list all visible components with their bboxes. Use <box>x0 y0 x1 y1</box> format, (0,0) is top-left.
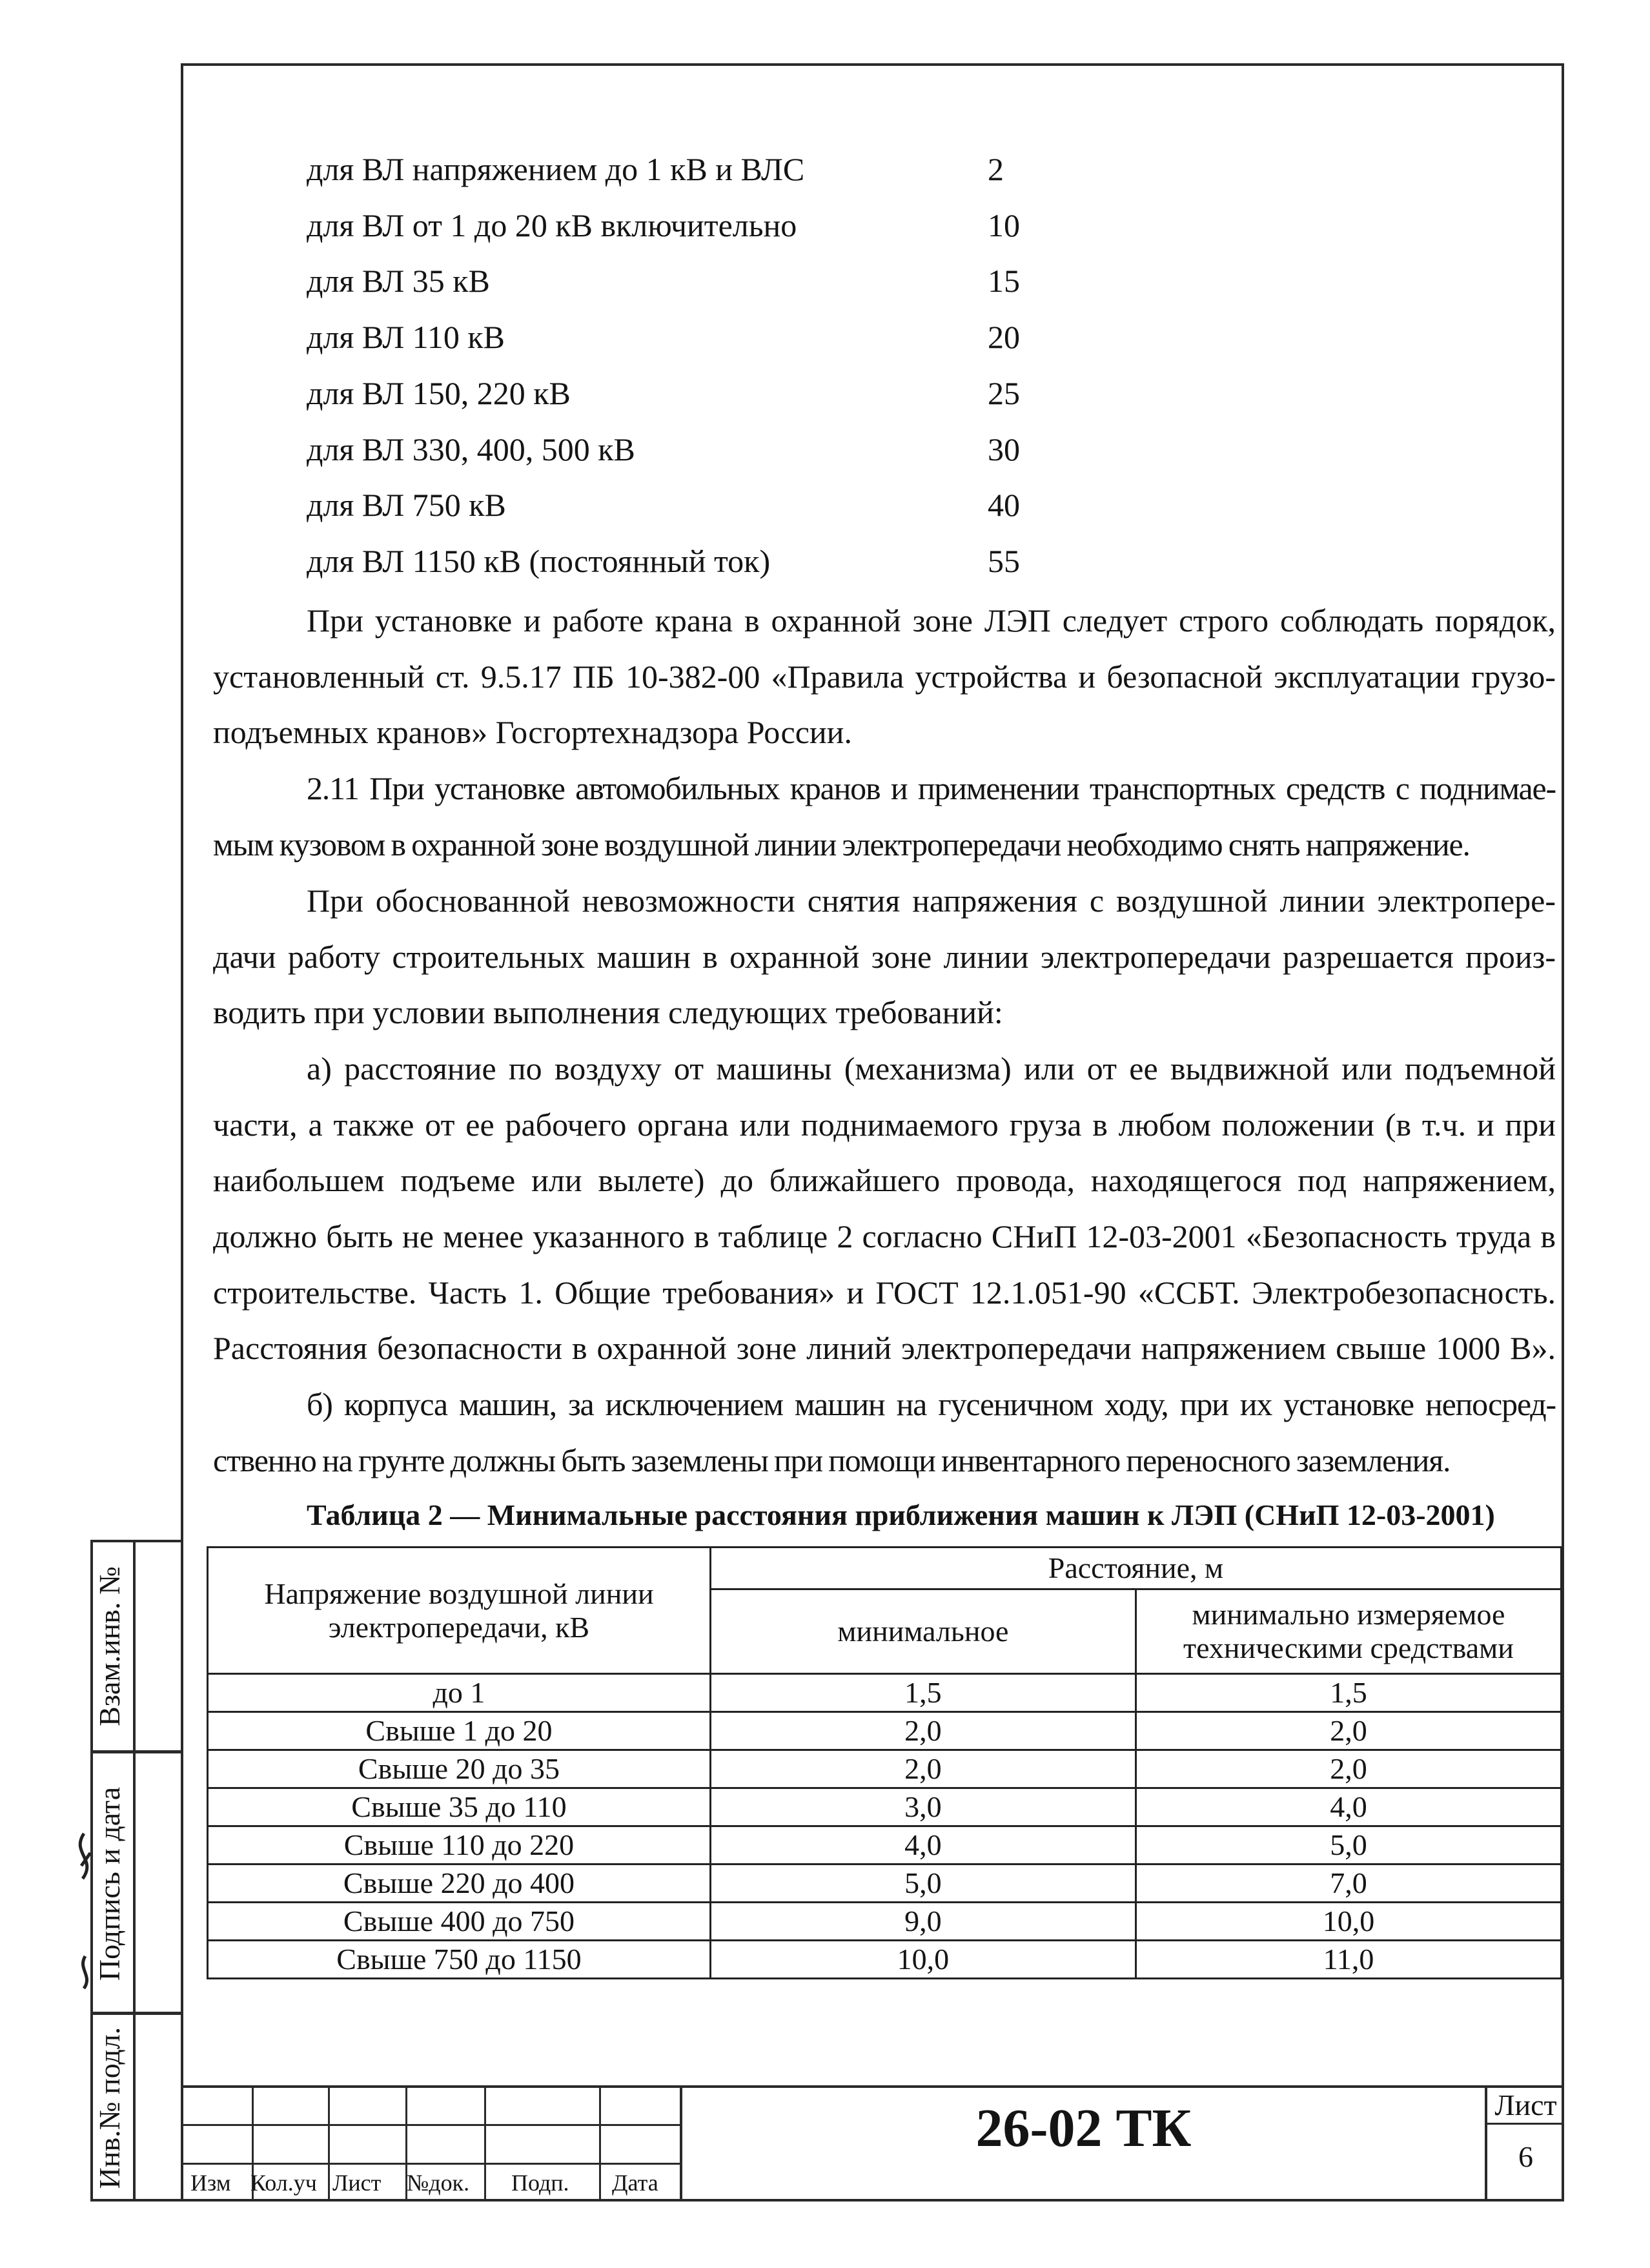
distance-table <box>207 1546 1562 1979</box>
list-item-label: для ВЛ от 1 до 20 кВ включительно <box>307 207 797 243</box>
signature-mark <box>65 1827 103 1995</box>
inv-podl-label: Инв.№ подл. <box>93 2027 126 2189</box>
table-row <box>208 1903 1562 1941</box>
table-row <box>208 1712 1562 1750</box>
para-line: наибольшем подъеме или вылете) до ближайшего провода, находящегося под напряжением, <box>213 1162 1556 1199</box>
list-item-value: 55 <box>988 543 1020 579</box>
para-line: При обоснованной невозможности снятия напряжения с воздушной линии электропере- <box>307 883 1556 919</box>
table-header-row <box>208 1548 1562 1589</box>
header-minimal: минимальное <box>710 1589 1136 1674</box>
cell-measured: 11,0 <box>1136 1941 1561 1979</box>
tb-rule <box>599 2085 601 2202</box>
paragraph-crane-protection-zone <box>213 593 1556 761</box>
para-line: установленный ст. 9.5.17 ПБ 10-382-00 «Правила устройства и безопасной эксплуатации грузо- <box>213 658 1556 695</box>
cell-measured: 7,0 <box>1136 1864 1561 1903</box>
para-line: Расстояния безопасности в охранной зоне линий электропередачи напряжением свыше 1000 В». <box>213 1330 1556 1367</box>
para-line: ственно на грунте должны быть заземлены при помощи инвентарного переносного заземления. <box>213 1442 1451 1478</box>
table-row <box>208 1864 1562 1903</box>
cell-min: 10,0 <box>710 1941 1136 1979</box>
para-line: водить при условии выполнения следующих требований: <box>213 994 1003 1031</box>
list-item-value: 30 <box>988 431 1020 467</box>
cell-min: 1,5 <box>710 1674 1136 1712</box>
cell-min: 5,0 <box>710 1864 1136 1903</box>
cell-min: 2,0 <box>710 1712 1136 1750</box>
tb-col-list: Лист <box>332 2170 382 2196</box>
list-item-value: 40 <box>988 487 1020 523</box>
table-row <box>208 1750 1562 1788</box>
cell-min: 3,0 <box>710 1788 1136 1826</box>
para-line: строительстве. Часть 1. Общие требования» и ГОСТ 12.1.051-90 «ССБТ. Электробезопасность. <box>213 1274 1556 1311</box>
para-line: 2.11 При установке автомобильных кранов и применении транспортных средств с поднимае- <box>307 770 1556 806</box>
para-line: мым кузовом в охранной зоне воздушной линии электропередачи необходимо снять напряжение. <box>213 826 1470 863</box>
cell-measured: 1,5 <box>1136 1674 1561 1712</box>
paragraph-2-11 <box>213 761 1556 872</box>
header-voltage-line1: Напряжение воздушной линии <box>264 1577 654 1610</box>
list-item-label: для ВЛ 110 кВ <box>307 319 505 355</box>
tb-rule <box>484 2085 486 2202</box>
cell-voltage: до 1 <box>208 1674 711 1712</box>
list-item-value: 25 <box>988 375 1020 411</box>
table-caption: Таблица 2 — Минимальные расстояния приближения машин к ЛЭП (СНиП 12-03-2001) <box>307 1498 1495 1531</box>
cell-min: 9,0 <box>710 1903 1136 1941</box>
cell-voltage: Свыше 110 до 220 <box>208 1826 711 1864</box>
sheet-number: 6 <box>1518 2140 1533 2173</box>
cell-measured: 10,0 <box>1136 1903 1561 1941</box>
cell-measured: 2,0 <box>1136 1712 1561 1750</box>
tb-rule <box>181 2163 681 2165</box>
para-line: б) корпуса машин, за исключением машин на гусеничном ходу, при их установке непосред- <box>307 1386 1556 1422</box>
tb-col-ndok: №док. <box>407 2170 470 2196</box>
para-line: а) расстояние по воздуху от машины (механизма) или от ее выдвижной или подъемной <box>307 1050 1556 1087</box>
para-line: должно быть не менее указанного в таблице 2 согласно СНиП 12-03-2001 «Безопасность труда в <box>213 1218 1556 1255</box>
table-row <box>208 1788 1562 1826</box>
header-measured-line1: минимально измеряемое <box>1192 1598 1505 1631</box>
table-row <box>208 1674 1562 1712</box>
header-measured <box>1136 1589 1561 1674</box>
document-code: 26-02 ТК <box>975 2098 1192 2158</box>
paragraph-a-air-distance <box>213 1041 1556 1376</box>
list-item-label: для ВЛ 330, 400, 500 кВ <box>307 431 635 467</box>
cell-voltage: Свыше 220 до 400 <box>208 1864 711 1903</box>
list-item-label: для ВЛ 750 кВ <box>307 487 506 523</box>
podpis-label: Подпись и дата <box>93 1786 126 1981</box>
header-voltage <box>208 1548 711 1674</box>
cell-min: 2,0 <box>710 1750 1136 1788</box>
cell-measured: 4,0 <box>1136 1788 1561 1826</box>
list-item-value: 2 <box>988 151 1004 187</box>
list-item-value: 20 <box>988 319 1020 355</box>
sheet-label: Лист <box>1494 2089 1557 2121</box>
list-item-value: 10 <box>988 207 1020 243</box>
cell-voltage: Свыше 400 до 750 <box>208 1903 711 1941</box>
list-item-label: для ВЛ 1150 кВ (постоянный ток) <box>307 543 771 579</box>
tb-rule <box>328 2085 330 2202</box>
zam-inv-label: Взам.инв. № <box>93 1566 126 1726</box>
list-item-label: для ВЛ напряжением до 1 кВ и ВЛС <box>307 151 805 187</box>
cell-voltage: Свыше 1 до 20 <box>208 1712 711 1750</box>
header-measured-line2: техническими средствами <box>1183 1631 1514 1664</box>
tb-col-data: Дата <box>612 2170 658 2196</box>
cell-voltage: Свыше 750 до 1150 <box>208 1941 711 1979</box>
cell-voltage: Свыше 20 до 35 <box>208 1750 711 1788</box>
list-item-label: для ВЛ 150, 220 кВ <box>307 375 571 411</box>
header-voltage-line2: электропередачи, кВ <box>328 1610 590 1644</box>
tb-rule <box>181 2085 1564 2088</box>
para-line: подъемных кранов» Госгортехнадзора России. <box>213 714 852 751</box>
table-row <box>208 1941 1562 1979</box>
cell-min: 4,0 <box>710 1826 1136 1864</box>
tb-col-izm: Изм <box>190 2170 231 2196</box>
list-item-value: 15 <box>988 263 1020 299</box>
tb-rule <box>181 2124 681 2126</box>
tb-rule <box>1485 2123 1564 2125</box>
list-item-label: для ВЛ 35 кВ <box>307 263 490 299</box>
tb-col-kol: Кол.уч <box>250 2170 317 2196</box>
header-distance: Расстояние, м <box>710 1548 1561 1589</box>
cell-measured: 5,0 <box>1136 1826 1561 1864</box>
para-line: дачи работу строительных машин в охранной зоне линии электропередачи разрешается произ- <box>213 938 1556 975</box>
table-row <box>208 1826 1562 1864</box>
paragraph-voltage-removal <box>213 873 1556 1041</box>
para-line: При установке и работе крана в охранной зоне ЛЭП следует строго соблюдать порядок, <box>307 602 1556 639</box>
cell-voltage: Свыше 35 до 110 <box>208 1788 711 1826</box>
para-line: части, а также от ее рабочего органа или поднимаемого груза в любом положении (в т.ч. и при <box>213 1106 1556 1143</box>
cell-measured: 2,0 <box>1136 1750 1561 1788</box>
paragraph-b-grounding <box>213 1376 1556 1488</box>
tb-col-podp: Подп. <box>511 2170 569 2196</box>
